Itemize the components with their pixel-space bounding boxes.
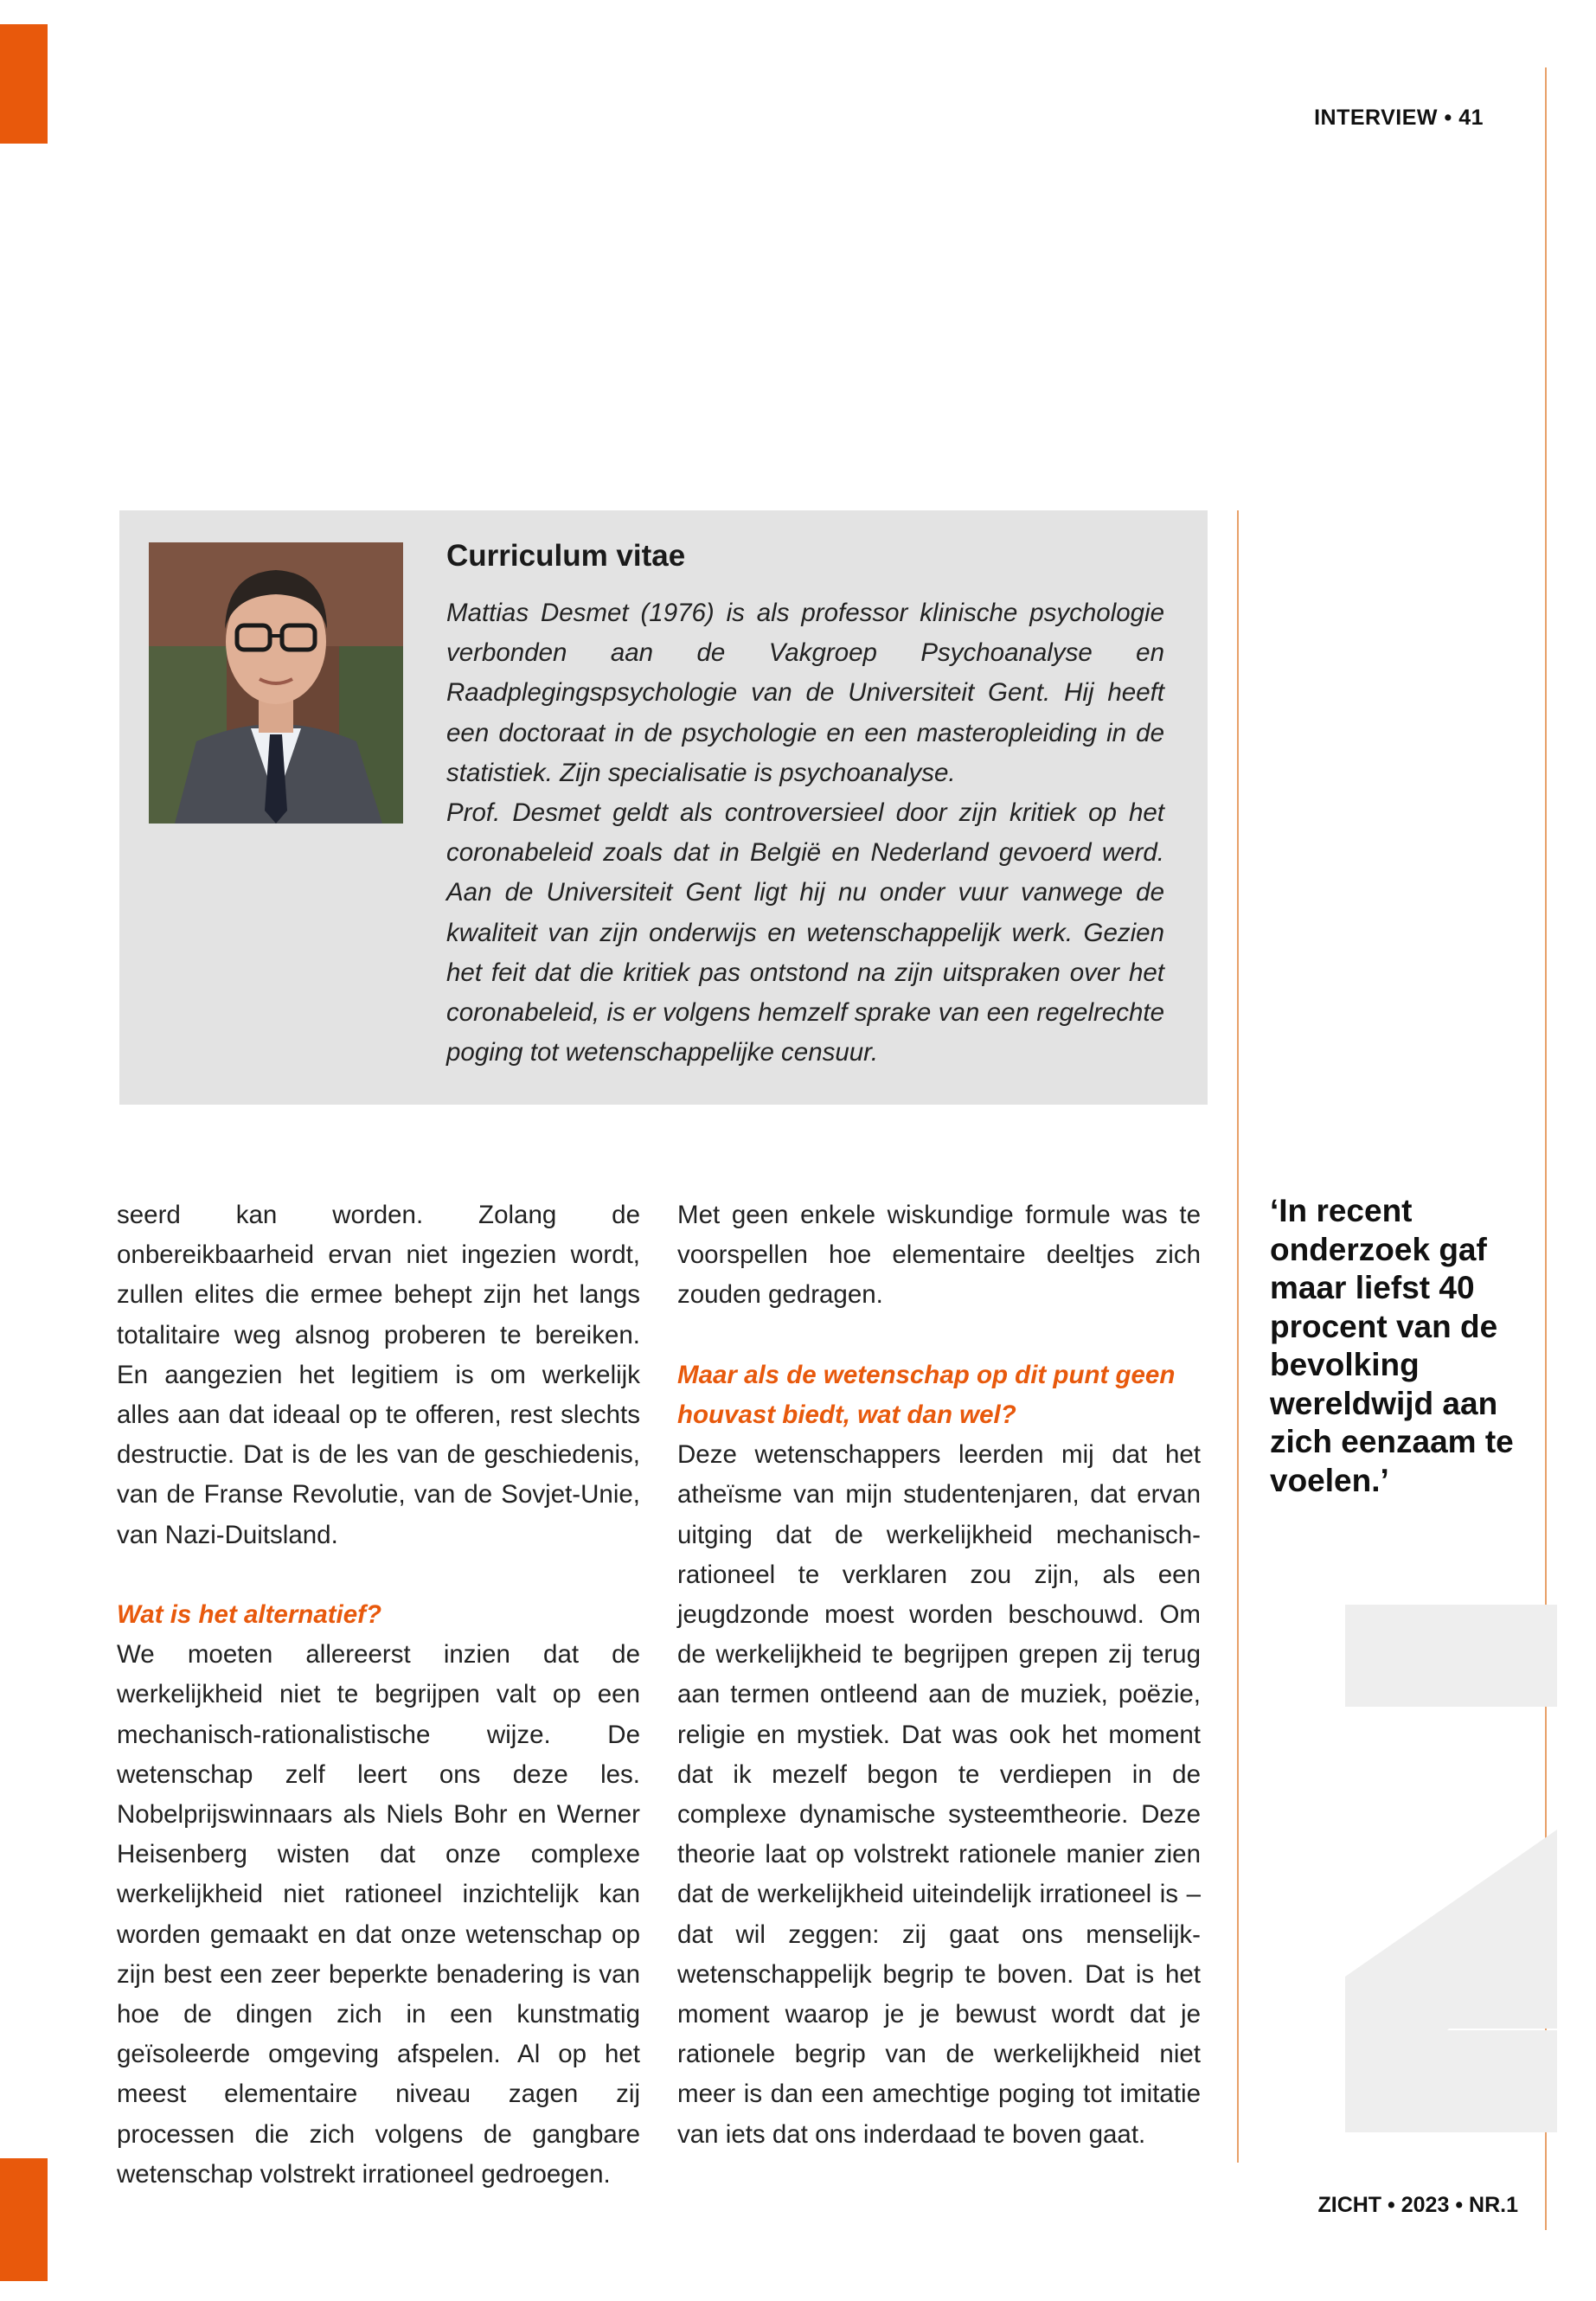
pull-quote: ‘In recent onderzoek gaf maar liefst 40 procent van de bevolking wereldwijd aan zich eenzaam te voelen.’ xyxy=(1270,1193,1514,1498)
cv-paragraph-2: Prof. Desmet geldt als controversieel door zijn kritiek op het coronabeleid zoals dat in België en Nederland gevoerd werd. Aan de Universiteit Gent ligt hij nu onder vuur vanwege de kwaliteit van zijn onderwijs en wetenschappelijk werk. Gezien het feit dat die kritiek pas ontstond na zijn uitspraken over het coronabeleid, is er volgens hemzelf sprake van een regelrechte poging tot wetenschappelijke censuur. xyxy=(446,798,1164,1067)
article-column-2 xyxy=(677,1195,1201,2155)
decorative-z-shape xyxy=(1345,1605,1557,2132)
section-label: INTERVIEW xyxy=(1314,106,1439,130)
running-header xyxy=(1314,106,1484,131)
column1-paragraph-2: We moeten allereerst inzien dat de werkelijkheid niet te begrijpen valt op een mechanisch-rationalistische wijze. De wetenschap zelf leert ons deze les. Nobelprijswinnaars als Niels Bohr en Werner Heisenberg wisten dat onze complexe werkelijkheid niet rationeel inzichtelijk kan worden gemaakt en dat onze wetenschap op zijn best een zeer beperkte benadering is van hoe de dingen zich in een kunstmatig geïsoleerde omgeving afspelen. Al op het meest elementaire niveau zagen zij processen die zich volgens de gangbare wetenschap volstrekt irrationeel gedroegen. xyxy=(117,1640,640,2189)
interview-question: Wat is het alternatief? xyxy=(117,1600,381,1630)
column1-paragraph-1: seerd kan worden. Zolang de onbereikbaarheid ervan niet ingezien wordt, zullen elites die ermee behept zijn het langs totalitaire weg alsnog proberen te bereiken. En aangezien het legitiem is om werkelijk alles aan dat ideaal op te offeren, rest slechts destructie. Dat is de les van de geschiedenis, van de Franse Revolutie, van de Sovjet-Unie, van Nazi-Duitsland. xyxy=(117,1201,640,1549)
issue-year: 2023 xyxy=(1401,2193,1450,2217)
cv-title: Curriculum vitae xyxy=(446,539,686,573)
column-divider-rule xyxy=(1237,510,1239,2163)
bullet-separator: • xyxy=(1455,2193,1470,2217)
column2-paragraph-1: Met geen enkele wiskundige formule was te voorspellen hoe elementaire deeltjes zich zouden gedragen. xyxy=(677,1201,1201,1310)
paragraph-gap xyxy=(677,1316,1201,1356)
running-footer xyxy=(1317,2193,1518,2218)
bullet-separator: • xyxy=(1444,106,1459,130)
accent-bar-bottom xyxy=(0,2158,48,2281)
cv-paragraph-1: Mattias Desmet (1976) is als professor klinische psychologie verbonden aan de Vakgroep Psychoanalyse en Raadplegingspsychologie van de Universiteit Gent. Hij heeft een doctoraat in de psychologie en een masteropleiding in de statistiek. Zijn specialisatie is psychoanalyse. xyxy=(446,599,1164,787)
interview-question: Maar als de wetenschap op dit punt geen houvast biedt, wat dan wel? xyxy=(677,1360,1176,1429)
page-number: 41 xyxy=(1458,106,1484,130)
portrait-illustration xyxy=(149,542,403,824)
accent-bar-top xyxy=(0,24,48,144)
portrait-photo xyxy=(149,542,403,824)
magazine-name: ZICHT xyxy=(1317,2193,1382,2217)
cv-text xyxy=(446,593,1164,1073)
bullet-separator: • xyxy=(1388,2193,1401,2217)
column2-paragraph-2: Deze wetenschappers leerden mij dat het atheïsme van mijn studentenjaren, dat ervan uitging dat de werkelijkheid mechanisch-rationeel te verklaren zou zijn, als een jeugdzonde moest worden beschouwd. Om de werkelijkheid te begrijpen grepen zij terug aan termen ontleend aan de muziek, poëzie, religie en mystiek. Dat was ook het moment dat ik mezelf begon te verdiepen in de complexe dynamische systeemtheorie. Deze theorie laat op volstrekt rationele manier zien dat de werkelijkheid uiteindelijk irrationeel is – dat wil zeggen: zij gaat ons menselijk-wetenschappelijk begrip te boven. Dat is het moment waarop je je bewust wordt dat je rationele begrip van de werkelijkheid niet meer is dan een amechtige poging tot imitatie van iets dat ons inderdaad te boven gaat. xyxy=(677,1440,1201,2149)
issue-number: NR.1 xyxy=(1469,2193,1518,2217)
paragraph-gap xyxy=(117,1555,640,1595)
article-column-1 xyxy=(117,1195,640,2195)
